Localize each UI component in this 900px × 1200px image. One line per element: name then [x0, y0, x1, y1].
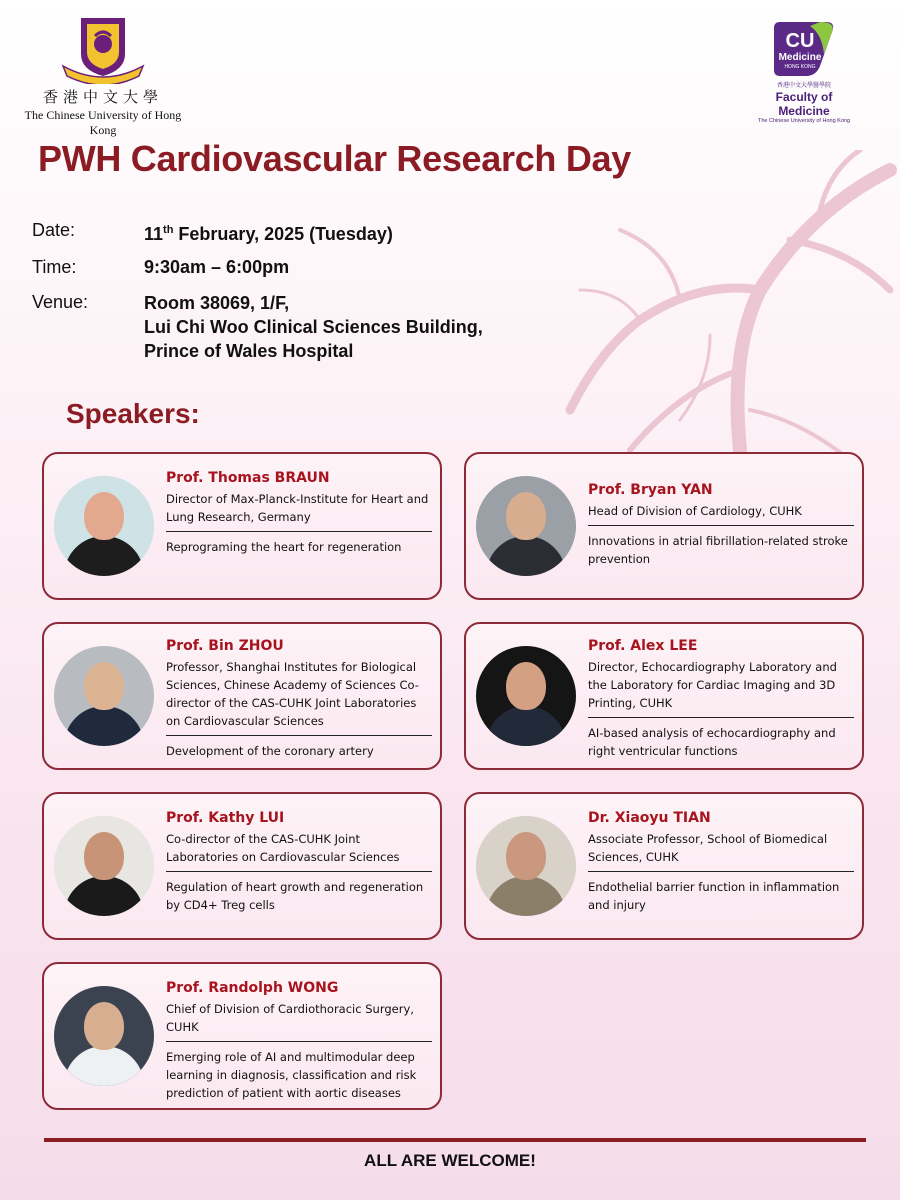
speaker-topic: Endothelial barrier function in inflammation and injury	[588, 880, 840, 912]
medicine-chinese-name: 香港中文大學醫學院	[776, 82, 831, 89]
date-label: Date:	[32, 220, 76, 240]
speaker-photo	[54, 986, 154, 1086]
speaker-topic: Regulation of heart growth and regeneration by CD4+ Treg cells	[166, 880, 424, 912]
divider	[166, 531, 432, 532]
speakers-heading: Speakers:	[66, 398, 200, 429]
divider	[166, 735, 432, 736]
venue-line-3: Prince of Wales Hospital	[144, 341, 354, 361]
speaker-photo	[476, 476, 576, 576]
speaker-name: Dr. Xiaoyu TIAN	[588, 810, 711, 826]
speaker-role: Professor, Shanghai Institutes for Biological Sciences, Chinese Academy of Sciences Co-director of the CAS-CUHK Joint Laboratories on Cardiovascular Sciences	[166, 660, 419, 728]
speaker-photo	[54, 476, 154, 576]
badge-cu-text: CU	[785, 30, 815, 52]
speaker-photo	[54, 816, 154, 916]
divider	[588, 525, 854, 526]
time-value: 9:30am – 6:00pm	[144, 257, 290, 277]
speaker-name: Prof. Alex LEE	[588, 638, 698, 654]
speaker-card	[464, 622, 864, 770]
speaker-role: Director of Max-Planck-Institute for Heart and Lung Research, Germany	[166, 492, 429, 524]
speaker-card	[42, 962, 442, 1110]
blood-vessel-decoration-icon	[560, 150, 900, 470]
venue-line-1: Room 38069, 1/F,	[144, 293, 290, 313]
speaker-role: Associate Professor, School of Biomedical Sciences, CUHK	[588, 832, 828, 864]
divider	[588, 717, 854, 718]
speaker-photo	[476, 646, 576, 746]
divider	[588, 871, 854, 872]
speaker-name: Prof. Thomas BRAUN	[166, 470, 330, 486]
speaker-photo	[476, 816, 576, 916]
cu-medicine-logo	[752, 20, 856, 124]
footer-divider	[44, 1138, 866, 1142]
speaker-card	[42, 622, 442, 770]
speaker-name: Prof. Bryan YAN	[588, 482, 713, 498]
speaker-role: Co-director of the CAS-CUHK Joint Laboratories on Cardiovascular Sciences	[166, 832, 400, 864]
venue-label: Venue:	[32, 292, 89, 312]
speaker-photo	[54, 646, 154, 746]
speaker-role: Director, Echocardiography Laboratory and the Laboratory for Cardiac Imaging and 3D Printing, CUHK	[588, 660, 837, 710]
welcome-text: ALL ARE WELCOME!	[364, 1151, 536, 1170]
speaker-topic: AI-based analysis of echocardiography and right ventricular functions	[588, 726, 836, 758]
speaker-topic: Emerging role of AI and multimodular deep learning in diagnosis, classification and risk prediction of patient with aortic diseases	[166, 1050, 417, 1100]
faculty-name: Faculty of Medicine	[775, 90, 833, 118]
speaker-name: Prof. Bin ZHOU	[166, 638, 284, 654]
cuhk-english-name: The Chinese University of Hong Kong	[24, 108, 182, 137]
date-day: 11	[144, 224, 164, 244]
medicine-university-name: The Chinese University of Hong Kong	[757, 118, 851, 124]
speaker-role: Head of Division of Cardiology, CUHK	[588, 504, 802, 518]
cuhk-crest-icon	[57, 14, 149, 84]
date-suffix: th	[163, 224, 174, 236]
speaker-card	[42, 792, 442, 940]
cuhk-chinese-name: 香港中文大學	[42, 88, 163, 106]
cu-medicine-badge-icon	[770, 20, 838, 78]
speaker-card	[42, 452, 442, 600]
badge-medicine-text: Medicine	[778, 52, 822, 63]
speaker-topic: Reprograming the heart for regeneration	[166, 540, 402, 554]
page-title: PWH Cardiovascular Research Day	[38, 138, 631, 179]
speaker-role: Chief of Division of Cardiothoracic Surgery, CUHK	[166, 1002, 414, 1034]
venue-value	[144, 291, 483, 363]
badge-hk-text: HONG KONG	[784, 64, 816, 70]
divider	[166, 1041, 432, 1042]
cuhk-logo	[12, 14, 194, 138]
venue-line-2: Lui Chi Woo Clinical Sciences Building,	[144, 317, 483, 337]
speaker-card	[464, 792, 864, 940]
speaker-name: Prof. Randolph WONG	[166, 980, 339, 996]
time-label: Time:	[32, 257, 77, 277]
divider	[166, 871, 432, 872]
speaker-card	[464, 452, 864, 600]
speaker-topic: Innovations in atrial fibrillation-related stroke prevention	[588, 534, 848, 566]
speaker-topic: Development of the coronary artery	[166, 744, 374, 758]
date-value	[144, 218, 393, 246]
date-rest: February, 2025 (Tuesday)	[173, 224, 393, 244]
speaker-name: Prof. Kathy LUI	[166, 810, 285, 826]
